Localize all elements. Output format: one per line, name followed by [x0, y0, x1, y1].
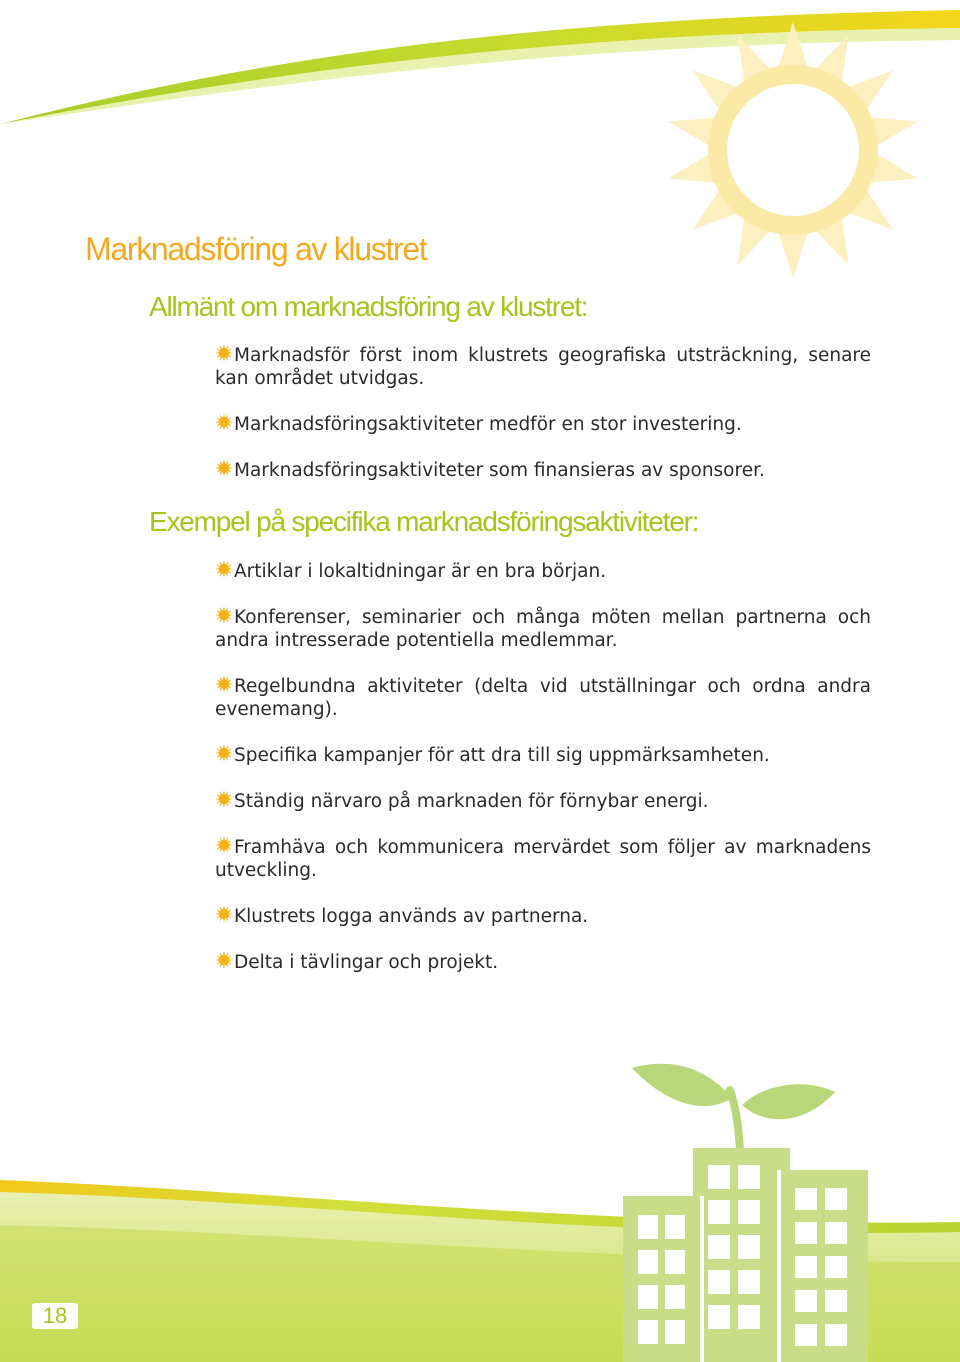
building-window	[795, 1290, 817, 1312]
building-window	[665, 1285, 685, 1309]
sun-bullet-icon	[215, 836, 233, 854]
sun-bullet-icon	[215, 951, 233, 969]
building-window	[638, 1285, 658, 1309]
building-window	[638, 1250, 658, 1274]
building-window	[795, 1256, 817, 1278]
building-window	[795, 1188, 817, 1210]
building-window	[708, 1200, 730, 1224]
list-item-text: Specifika kampanjer för att dra till sig uppmärksamheten.	[234, 745, 770, 766]
building-window	[708, 1235, 730, 1259]
list-item	[215, 560, 871, 583]
section-heading-general: Allmänt om marknadsföring av klustret:	[149, 291, 588, 322]
sun-icon	[668, 22, 918, 278]
building-window	[708, 1270, 730, 1294]
building-window	[738, 1270, 760, 1294]
list-item	[215, 344, 871, 390]
specific-activities-list	[215, 560, 871, 997]
list-item-text: Ständig närvaro på marknaden för förnybar energi.	[234, 791, 709, 812]
list-item-text: Regelbundna aktiviteter (delta vid utställningar och ordna andra evenemang).	[215, 676, 871, 720]
building-window	[795, 1324, 817, 1346]
list-item-text: Framhäva och kommunicera mervärdet som följer av marknadens utveckling.	[215, 837, 871, 881]
building-window	[825, 1290, 847, 1312]
list-item-text: Artiklar i lokaltidningar är en bra början.	[234, 561, 607, 582]
list-item-text: Konferenser, seminarier och många möten mellan partnerna och andra intresserade potentiella medlemmar.	[215, 607, 871, 651]
page-number: 18	[32, 1303, 78, 1329]
building-window	[825, 1222, 847, 1244]
list-item	[215, 836, 871, 882]
sun-bullet-icon	[215, 560, 233, 578]
list-item	[215, 744, 871, 767]
list-item	[215, 606, 871, 652]
list-item	[215, 459, 871, 482]
list-item-text: Marknadsföringsaktiviteter medför en stor investering.	[234, 414, 742, 435]
sun-bullet-icon	[215, 459, 233, 477]
building-window	[825, 1256, 847, 1278]
list-item	[215, 413, 871, 436]
sun-bullet-icon	[215, 344, 233, 362]
list-item	[215, 675, 871, 721]
sun-bullet-icon	[215, 606, 233, 624]
building-window	[665, 1250, 685, 1274]
building-window	[665, 1215, 685, 1239]
building-window	[738, 1165, 760, 1189]
sun-bullet-icon	[215, 413, 233, 431]
building-window	[825, 1324, 847, 1346]
list-item	[215, 905, 871, 928]
building-window	[708, 1305, 730, 1329]
building-window	[738, 1235, 760, 1259]
list-item-text: Marknadsföringsaktiviteter som finansieras av sponsorer.	[234, 460, 765, 481]
building-window	[665, 1320, 685, 1344]
list-item	[215, 951, 871, 974]
building-window	[638, 1320, 658, 1344]
building-window	[738, 1200, 760, 1224]
building-window	[825, 1188, 847, 1210]
sun-bullet-icon	[215, 744, 233, 762]
building-window	[795, 1222, 817, 1244]
building-window	[638, 1215, 658, 1239]
page-title: Marknadsföring av klustret	[85, 231, 427, 267]
list-item-text: Marknadsför först inom klustrets geografiska utsträckning, senare kan området utvidgas.	[215, 345, 871, 389]
green-buildings-icon	[623, 1064, 868, 1362]
building-window	[738, 1305, 760, 1329]
general-marketing-list	[215, 344, 871, 505]
sun-ray	[777, 228, 809, 278]
building-window	[708, 1165, 730, 1189]
list-item	[215, 790, 871, 813]
list-item-text: Klustrets logga används av partnerna.	[234, 906, 589, 927]
sprout-icon	[632, 1064, 835, 1150]
sun-bullet-icon	[215, 790, 233, 808]
sun-bullet-icon	[215, 905, 233, 923]
sun-bullet-icon	[215, 675, 233, 693]
list-item-text: Delta i tävlingar och projekt.	[234, 952, 499, 973]
section-heading-examples: Exempel på specifika marknadsföringsaktiviteter:	[149, 506, 699, 537]
